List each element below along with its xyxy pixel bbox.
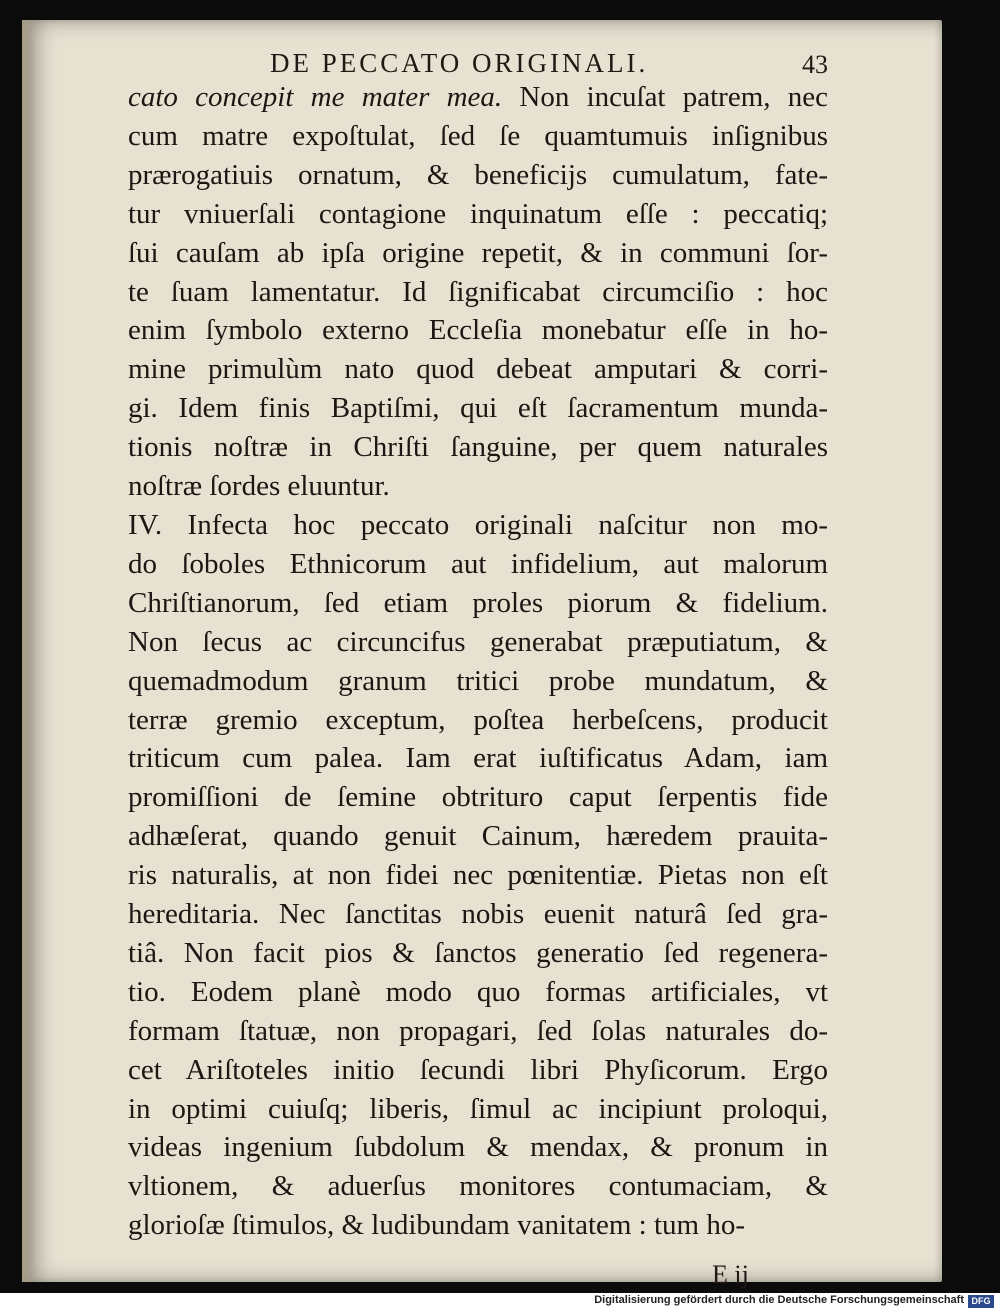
footer-credit: Digitalisierung gefördert durch die Deutsche Forschungsgemeinschaft <box>594 1294 964 1306</box>
text-line <box>128 623 828 662</box>
text-line <box>128 701 828 740</box>
roman-text: enim ſymbolo externo Eccleſia monebatur eſſe in ho- <box>128 314 828 347</box>
text-line <box>128 1090 828 1129</box>
text-line <box>128 934 828 973</box>
page-number: 43 <box>802 50 828 79</box>
running-head: DE PECCATO ORIGINALI. <box>270 48 649 78</box>
text-line <box>128 234 828 273</box>
roman-text: IV. Infecta hoc peccato originali naſcitur non mo- <box>128 508 828 541</box>
roman-text: Non ſecus ac circuncifus generabat præputiatum, & <box>128 625 828 658</box>
catchword: E ij <box>712 1260 749 1289</box>
roman-text: ris naturalis, at non fidei nec pœnitentiæ. Pietas non eſt <box>128 859 828 892</box>
roman-text: Chriſtianorum, ſed etiam proles piorum & fidelium. <box>128 586 828 619</box>
roman-text: ſui cauſam ab ipſa origine repetit, & in communi ſor- <box>128 236 828 269</box>
roman-text: glorioſæ ſtimulos, & ludibundam vanitatem : tum ho- <box>128 1209 746 1242</box>
roman-text: promiſſioni de ſemine obtrituro caput ſerpentis fide <box>128 781 828 814</box>
text-line <box>128 389 828 428</box>
book-page <box>22 20 942 1289</box>
text-line <box>128 311 828 350</box>
roman-text: do ſoboles Ethnicorum aut infidelium, aut malorum <box>128 547 828 580</box>
text-line <box>128 895 828 934</box>
roman-text: quemadmodum granum tritici probe mundatum, & <box>128 664 828 697</box>
roman-text: tio. Eodem planè modo quo formas artificiales, vt <box>128 975 828 1008</box>
text-line <box>128 545 828 584</box>
text-line <box>128 350 828 389</box>
text-line <box>128 973 828 1012</box>
roman-text: terræ gremio exceptum, poſtea herbeſcens, producit <box>128 703 828 736</box>
text-line <box>128 195 828 234</box>
text-line <box>128 117 828 156</box>
roman-text: vltionem, & aduerſus monitores contumaciam, & <box>128 1170 828 1203</box>
roman-text: te ſuam lamentatur. Id ſignificabat circumciſio : hoc <box>128 275 828 308</box>
roman-text: mine primulùm nato quod debeat amputari & corri- <box>128 353 828 386</box>
roman-text: cet Ariſtoteles initio ſecundi libri Phyſicorum. Ergo <box>128 1053 828 1086</box>
roman-text: cum matre expoſtulat, ſed ſe quamtumuis inſignibus <box>128 119 828 152</box>
text-line <box>128 1012 828 1051</box>
text-line <box>128 856 828 895</box>
roman-text: tur vniuerſali contagione inquinatum eſſe : peccatiq; <box>128 197 828 230</box>
text-line <box>128 584 828 623</box>
text-line <box>128 506 828 545</box>
roman-text: tiâ. Non facit pios & ſanctos generatio ſed regenera- <box>128 936 828 969</box>
roman-text: adhæſerat, quando genuit Cainum, hæredem prauita- <box>128 820 828 853</box>
roman-text: in optimi cuiuſq; liberis, ſimul ac incipiunt proloqui, <box>128 1092 828 1125</box>
dfg-logo-icon: DFG <box>968 1295 994 1308</box>
text-line <box>128 1128 828 1167</box>
page-gutter-shadow <box>22 20 36 1282</box>
text-line <box>128 1051 828 1090</box>
text-line <box>128 78 828 117</box>
roman-text: formam ſtatuæ, non propagari, ſed ſolas naturales do- <box>128 1014 828 1047</box>
text-line <box>128 467 828 506</box>
roman-text: prærogatiuis ornatum, & beneficijs cumulatum, fate- <box>128 158 828 191</box>
italic-quote: cato concepit me mater mea. <box>128 81 503 113</box>
roman-text: tionis noſtræ in Chriſti ſanguine, per quem naturales <box>128 431 828 464</box>
roman-text: hereditaria. Nec ſanctitas nobis euenit naturâ ſed gra- <box>128 898 828 931</box>
roman-text: videas ingenium ſubdolum & mendax, & pronum in <box>128 1131 828 1164</box>
roman-text: triticum cum palea. Iam erat iuſtificatus Adam, iam <box>128 742 828 775</box>
text-line <box>128 428 828 467</box>
text-line <box>128 662 828 701</box>
text-line <box>128 817 828 856</box>
text-line <box>128 156 828 195</box>
roman-text: gi. Idem finis Baptiſmi, qui eſt ſacramentum munda- <box>128 392 828 425</box>
text-line <box>128 739 828 778</box>
text-line <box>128 778 828 817</box>
text-line <box>128 273 828 312</box>
roman-text: Non incuſat patrem, nec <box>502 81 828 113</box>
body-text <box>128 78 828 1245</box>
roman-text: noſtræ ſordes eluuntur. <box>128 470 390 503</box>
text-line <box>128 1167 828 1206</box>
digitization-footer <box>0 1293 1000 1311</box>
text-line <box>128 1206 828 1245</box>
